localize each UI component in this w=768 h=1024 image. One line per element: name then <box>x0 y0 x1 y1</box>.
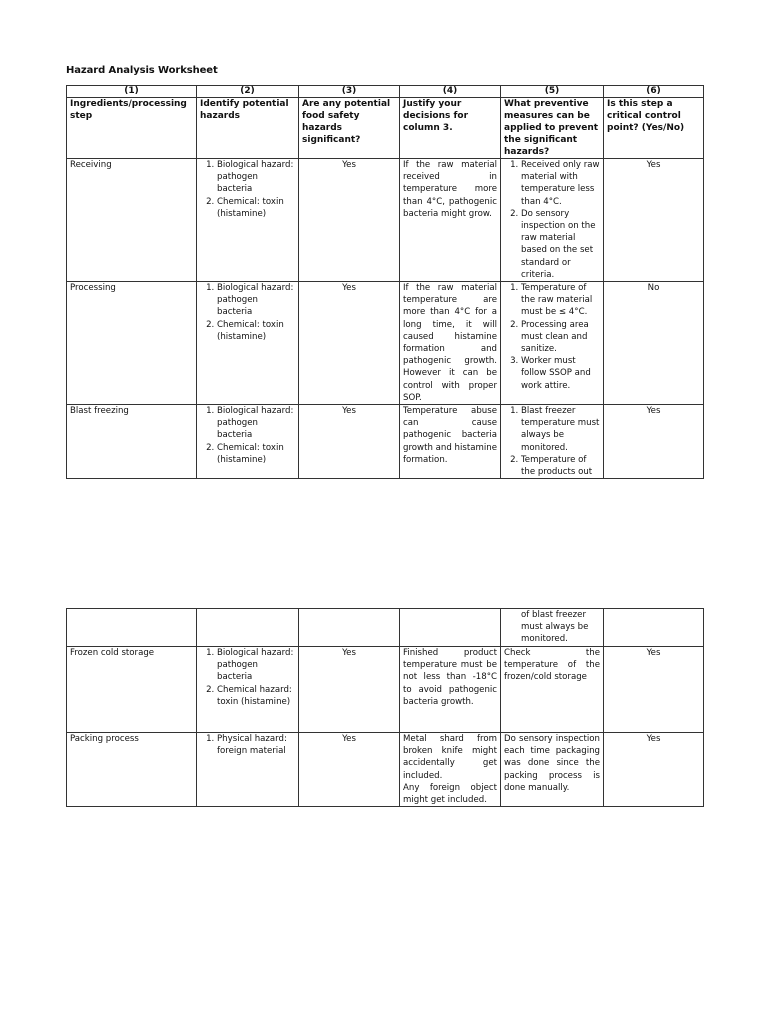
hazard-item: 1. Biological hazard: pathogen bacteria <box>217 159 295 196</box>
hazard-item: 2. Chemical: toxin (histamine) <box>217 319 295 343</box>
significant-cell <box>299 609 400 647</box>
measure-continuation: of blast freezer must always be monitored. <box>521 610 589 645</box>
ccp-cell: Yes <box>604 733 704 807</box>
measure-item: 3. Worker must follow SSOP and work attire. <box>521 355 600 392</box>
significant-cell: Yes <box>299 405 400 479</box>
significant-cell: Yes <box>299 282 400 405</box>
hazards-cell <box>197 733 299 807</box>
step-cell: Blast freezing <box>67 405 197 479</box>
table-row <box>67 282 704 405</box>
hazards-cell <box>197 405 299 479</box>
step-cell: Frozen cold storage <box>67 647 197 733</box>
significant-cell: Yes <box>299 159 400 282</box>
ccp-cell: Yes <box>604 405 704 479</box>
column-header-row <box>67 98 704 159</box>
hazard-analysis-table-continued <box>66 608 704 807</box>
justification-text: Metal shard from broken knife might accidentally get included. <box>403 734 497 781</box>
measure-item: 2. Processing area must clean and sanitize. <box>521 319 600 356</box>
measure-item: 1. Blast freezer temperature must always be monitored. <box>521 405 600 454</box>
ccp-cell: Yes <box>604 647 704 733</box>
table-row-continuation <box>67 609 704 647</box>
column-header-step: Ingredients/processing step <box>67 98 197 159</box>
table-row <box>67 647 704 733</box>
measures-cell <box>501 282 604 405</box>
justification-cell: If the raw material received in temperature more than 4°C, pathogenic bacteria might grow. <box>400 159 501 282</box>
justification-cell <box>400 609 501 647</box>
measures-cell: Check the temperature of the frozen/cold storage <box>501 647 604 733</box>
significant-cell: Yes <box>299 733 400 807</box>
step-cell: Processing <box>67 282 197 405</box>
column-header-measures: What preventive measures can be applied to prevent the significant hazards? <box>501 98 604 159</box>
column-number: (6) <box>604 86 704 98</box>
hazard-item: 2. Chemical: toxin (histamine) <box>217 442 295 466</box>
ccp-cell: No <box>604 282 704 405</box>
justification-cell <box>400 733 501 807</box>
column-header-hazards: Identify potential hazards <box>197 98 299 159</box>
hazard-analysis-table <box>66 85 704 479</box>
justification-cell: If the raw material temperature are more than 4°C for a long time, it will caused histamine formation and pathogenic growth. However it can be control with proper SOP. <box>400 282 501 405</box>
table-row <box>67 405 704 479</box>
column-header-ccp: Is this step a critical control point? (Yes/No) <box>604 98 704 159</box>
hazards-cell <box>197 609 299 647</box>
hazard-item: 1. Biological hazard: pathogen bacteria <box>217 405 295 442</box>
column-number-row <box>67 86 704 98</box>
hazard-item: 1. Physical hazard: foreign material <box>217 733 295 757</box>
ccp-cell <box>604 609 704 647</box>
measures-cell <box>501 159 604 282</box>
justification-extra: Any foreign object might get included. <box>403 782 497 806</box>
column-header-significant: Are any potential food safety hazards significant? <box>299 98 400 159</box>
table-row <box>67 159 704 282</box>
column-header-justify: Justify your decisions for column 3. <box>400 98 501 159</box>
justification-cell: Temperature abuse can cause pathogenic bacteria growth and histamine formation. <box>400 405 501 479</box>
measure-item: 2. Temperature of the products out <box>521 454 600 478</box>
measures-cell: Do sensory inspection each time packaging was done since the packing process is done manually. <box>501 733 604 807</box>
ccp-cell: Yes <box>604 159 704 282</box>
column-number: (2) <box>197 86 299 98</box>
measure-item: 2. Do sensory inspection on the raw material based on the set standard or criteria. <box>521 208 600 281</box>
measures-cell <box>501 405 604 479</box>
hazard-item: 2. Chemical hazard: toxin (histamine) <box>217 684 295 708</box>
column-number: (3) <box>299 86 400 98</box>
measure-item: 1. Received only raw material with temperature less than 4°C. <box>521 159 600 208</box>
hazard-item: 2. Chemical: toxin (histamine) <box>217 196 295 220</box>
table-row <box>67 733 704 807</box>
step-cell: Packing process <box>67 733 197 807</box>
significant-cell: Yes <box>299 647 400 733</box>
column-number: (1) <box>67 86 197 98</box>
hazards-cell <box>197 159 299 282</box>
column-number: (4) <box>400 86 501 98</box>
measure-item: 1. Temperature of the raw material must be ≤ 4°C. <box>521 282 600 319</box>
hazard-item: 1. Biological hazard: pathogen bacteria <box>217 647 295 684</box>
measures-cell <box>501 609 604 647</box>
hazard-item: 1. Biological hazard: pathogen bacteria <box>217 282 295 319</box>
step-cell <box>67 609 197 647</box>
justification-cell: Finished product temperature must be not less than -18°C to avoid pathogenic bacteria growth. <box>400 647 501 733</box>
worksheet-title: Hazard Analysis Worksheet <box>66 65 218 76</box>
column-number: (5) <box>501 86 604 98</box>
step-cell: Receiving <box>67 159 197 282</box>
hazards-cell <box>197 282 299 405</box>
hazards-cell <box>197 647 299 733</box>
